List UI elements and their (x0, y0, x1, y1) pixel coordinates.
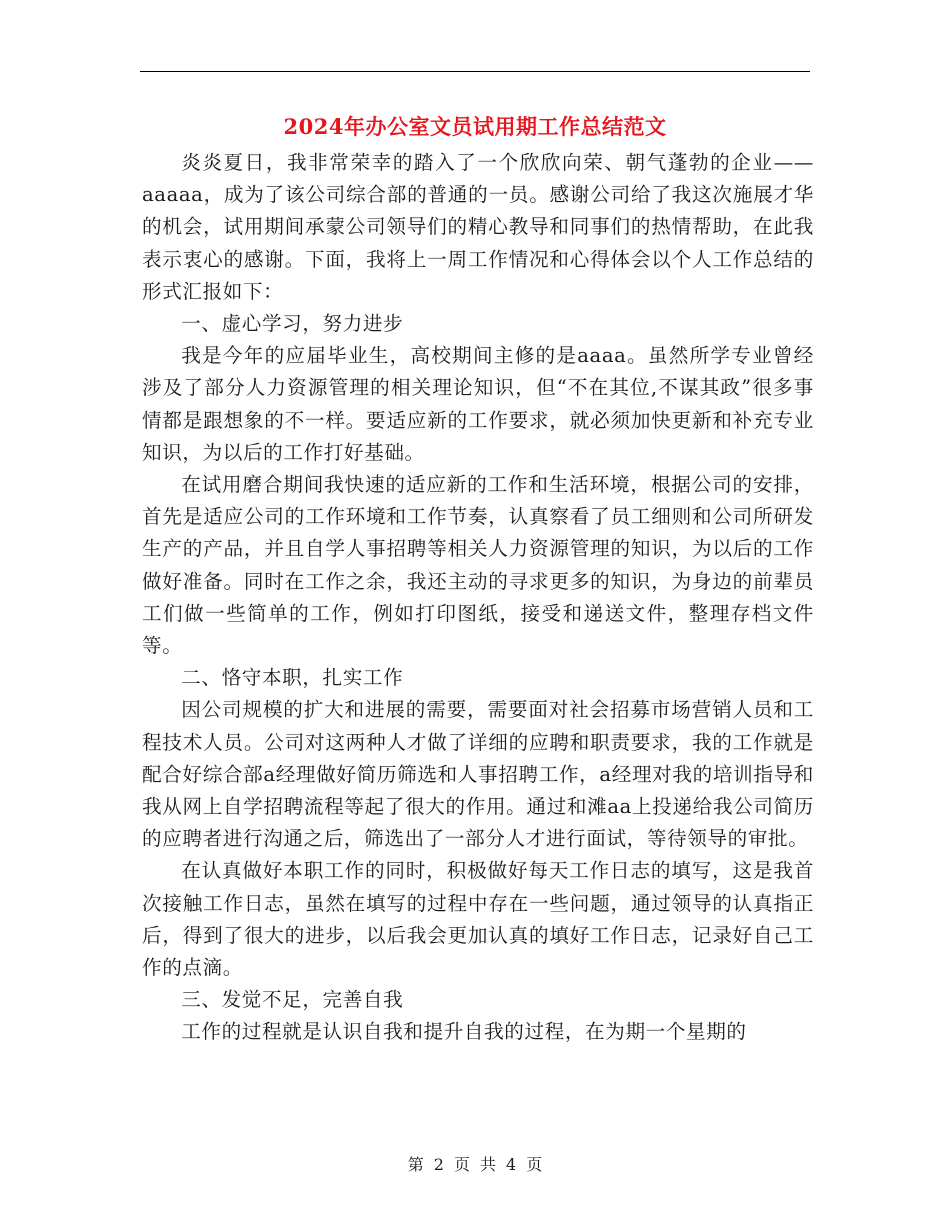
section-heading-3: 三、发觉不足，完善自我 (181, 988, 404, 1012)
section-heading-2: 二、恪守本职，扎实工作 (181, 666, 404, 690)
header-rule (140, 71, 810, 72)
footer-label-ye-2: 页 (526, 1155, 543, 1174)
section-heading-1: 一、虚心学习，努力进步 (181, 312, 404, 336)
page-footer (0, 1154, 950, 1176)
paragraph: 我是今年的应届毕业生，高校期间主修的是aaaa。虽然所学专业曾经涉及了部分人力资源管理的相关理论知识，但“不在其位,不谋其政”很多事情都是跟想象的不一样。要适应新的工作要求，就必须加快更新和补充专业知识，为以后的工作打好基础。 (142, 344, 814, 464)
paragraph: 在试用磨合期间我快速的适应新的工作和生活环境，根据公司的安排，首先是适应公司的工作环境和工作节奏，认真察看了员工细则和公司所研发生产的产品，并且自学人事招聘等相关人力资源管理的知识，为以后的工作做好准备。同时在工作之余，我还主动的寻求更多的知识，为身边的前辈员工们做一些简单的工作，例如打印图纸，接受和递送文件，整理存档文件等。 (142, 473, 814, 658)
footer-label-di: 第 (407, 1155, 424, 1174)
paragraph: 工作的过程就是认识自我和提升自我的过程，在为期一个星期的 (181, 1020, 747, 1044)
footer-page-number: 2 (433, 1155, 444, 1174)
document-body (142, 147, 814, 1049)
footer-label-gong: 共 (480, 1155, 497, 1174)
footer-total-pages: 4 (506, 1155, 517, 1174)
paragraph: 因公司规模的扩大和进展的需要，需要面对社会招募市场营销人员和工程技术人员。公司对这两种人才做了详细的应聘和职责要求，我的工作就是配合好综合部a经理做好简历筛选和人事招聘工作，a经理对我的培训指导和我从网上自学招聘流程等起了很大的作用。通过和滩aa上投递给我公司简历的应聘者进行沟通之后，筛选出了一部分人才进行面试，等待领导的审批。 (142, 698, 814, 851)
footer-label-ye: 页 (453, 1155, 470, 1174)
paragraph: 在认真做好本职工作的同时，积极做好每天工作日志的填写，这是我首次接触工作日志，虽然在填写的过程中存在一些问题，通过领导的认真指正后，得到了很大的进步，以后我会更加认真的填好工作日志，记录好自己工作的点滴。 (142, 859, 814, 980)
document-title: 2024年办公室文员试用期工作总结范文 (283, 114, 667, 139)
paragraph-intro: 炎炎夏日，我非常荣幸的踏入了一个欣欣向荣、朝气蓬勃的企业——aaaaa，成为了该公司综合部的普通的一员。感谢公司给了我这次施展才华的机会，试用期间承蒙公司领导们的精心教导和同事们的热情帮助，在此我表示衷心的感谢。下面，我将上一周工作情况和心得体会以个人工作总结的形式汇报如下： (142, 151, 814, 303)
